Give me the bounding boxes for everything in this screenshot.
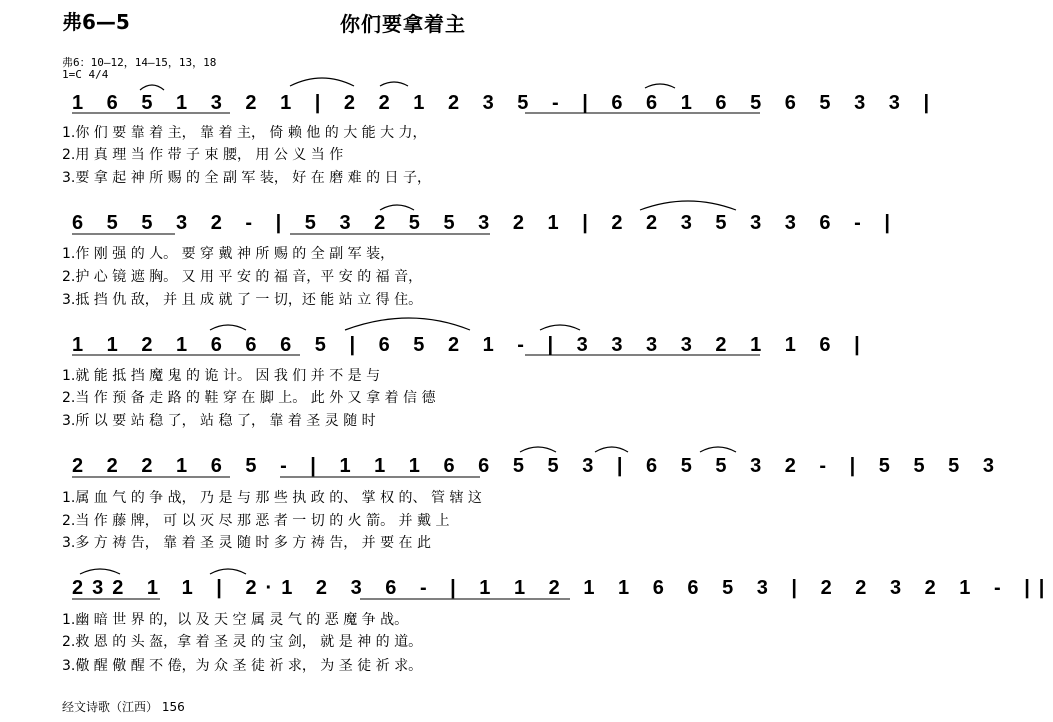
slur-mark [345, 318, 470, 330]
hymn-title: 你们要拿着主 [340, 12, 466, 36]
slur-mark [210, 325, 246, 330]
lyric-verse-3: 3.所 以 要 站 稳 了， 站 稳 了， 靠 着 圣 灵 随 时 [62, 413, 376, 429]
lyric-verse-2: 2.救 恩 的 头 盔，拿 着 圣 灵 的 宝 剑， 就 是 神 的 道。 [62, 634, 423, 650]
slur-mark [80, 569, 120, 574]
slur-mark [520, 447, 556, 452]
lyric-verse-2: 2.当 作 藤 牌， 可 以 灭 尽 那 恶 者 一 切 的 火 箭。 并 戴 上 [62, 513, 450, 529]
slur-mark [380, 205, 414, 210]
note-row: 2 2 2 1 6 5 - | 1 1 1 6 6 5 5 3 | 6 5 5 3 2 - | 5 5 5 3 [72, 455, 1003, 477]
slur-mark [640, 201, 736, 210]
slur-mark [210, 569, 246, 574]
slur-mark [645, 84, 675, 88]
lyric-verse-2: 2.当 作 预 备 走 路 的 鞋 穿 在 脚 上。 此 外 又 拿 着 信 德 [62, 390, 436, 406]
lyric-verse-3: 3.要 拿 起 神 所 赐 的 全 副 军 装， 好 在 磨 难 的 日 子， [62, 170, 432, 186]
note-row: 1 6 5 1 3 2 1 | 2 2 1 2 3 5 - | 6 6 1 6 5 6 5 3 3 | [72, 92, 939, 114]
lyric-verse-1: 1.属 血 气 的 争 战， 乃 是 与 那 些 执 政 的、 掌 权 的、 管 辖 这 [62, 490, 482, 506]
lyric-verse-1: 1.就 能 抵 挡 魔 鬼 的 诡 计。 因 我 们 并 不 是 与 [62, 368, 381, 384]
slur-mark [700, 447, 736, 452]
lyric-verse-1: 1.幽 暗 世 界 的，以 及 天 空 属 灵 气 的 恶 魔 争 战。 [62, 612, 409, 628]
lyric-verse-1: 1.作 刚 强 的 人。 要 穿 戴 神 所 赐 的 全 副 军 装， [62, 246, 395, 262]
note-row: 6 5 5 3 2 - | 5 3 2 5 5 3 2 1 | 2 2 3 5 3 3 6 - | [72, 212, 899, 234]
note-row: 232 1 1 | 2·1 2 3 6 - | 1 1 2 1 1 6 6 5 3 | 2 2 3 2 1 - || [72, 577, 1053, 599]
lyric-verse-1: 1.你 们 要 靠 着 主， 靠 着 主， 倚 赖 他 的 大 能 大 力， [62, 125, 427, 141]
slur-mark [380, 82, 408, 86]
slur-mark [140, 85, 164, 90]
lyric-verse-2: 2.用 真 理 当 作 带 子 束 腰， 用 公 义 当 作 [62, 147, 344, 163]
scripture-reference: 弗6：10—12，14—15，13，18 [62, 56, 217, 69]
lyric-verse-2: 2.护 心 镜 遮 胸。 又 用 平 安 的 福 音，平 安 的 福 音， [62, 269, 423, 285]
lyric-verse-3: 3.儆 醒 儆 醒 不 倦，为 众 圣 徒 祈 求， 为 圣 徒 祈 求。 [62, 658, 423, 674]
slur-mark [290, 78, 354, 86]
key-signature: 1=C 4/4 [62, 68, 109, 81]
lyric-verse-3: 3.多 方 祷 告， 靠 着 圣 灵 随 时 多 方 祷 告， 并 要 在 此 [62, 535, 432, 551]
slur-mark [540, 325, 580, 330]
note-row: 1 1 2 1 6 6 6 5 | 6 5 2 1 - | 3 3 3 3 2 1 1 6 | [72, 334, 869, 356]
lyric-verse-3: 3.抵 挡 仇 敌， 并 且 成 就 了 一 切，还 能 站 立 得 住。 [62, 292, 423, 308]
source-footer: 经文诗歌（江西） 156 [62, 700, 185, 714]
hymn-number: 弗6—5 [62, 10, 130, 34]
slur-mark [595, 447, 628, 452]
